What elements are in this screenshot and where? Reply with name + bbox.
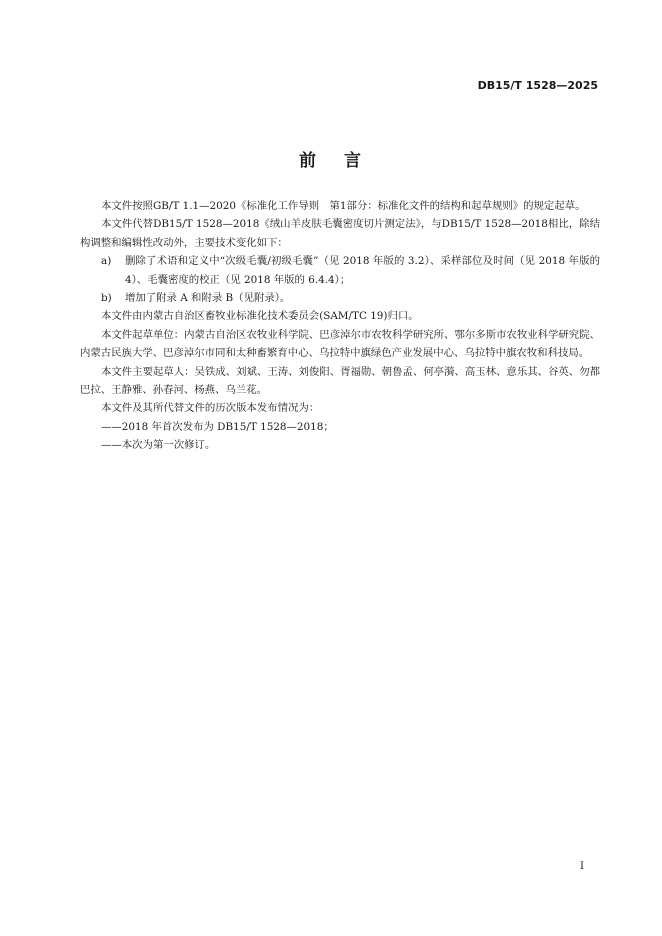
- list-item: [101, 252, 600, 289]
- page-number: I: [580, 861, 584, 872]
- paragraph-drafters: 本文件主要起草人：吴铁成、刘斌、王涛、刘俊阳、胥福勋、朝鲁孟、何亭漪、高玉林、意乐其、谷英、勿都巴拉、王静雅、孙春河、杨燕、乌兰花。: [80, 365, 600, 397]
- paragraph-committee: 本文件由内蒙古自治区畜牧业标准化技术委员会(SAM/TC 19)归口。: [101, 310, 419, 323]
- foreword-body: [80, 197, 600, 455]
- paragraph-drafting-units: 本文件起草单位：内蒙古自治区农牧业科学院、巴彦淖尔市农牧科学研究所、鄂尔多斯市农牧业科学研究院、内蒙古民族大学、巴彦淖尔市同和太种畜繁育中心、乌拉特中旗绿色产业发展中心、乌拉特中旗农牧和科技局。: [80, 328, 600, 360]
- title-char-2: 言: [344, 151, 363, 171]
- list-marker: b): [101, 292, 112, 305]
- paragraph-drafting-basis: 本文件按照GB/T 1.1—2020《标准化工作导则 第1部分：标准化文件的结构和起草规则》的规定起草。: [101, 200, 586, 212]
- paragraph-replacement: 本文件代替DB15/T 1528—2018《绒山羊皮肤毛囊密度切片测定法》，与DB15/T 1528—2018相比，除结构调整和编辑性改动外，主要技术变化如下：: [80, 218, 600, 249]
- list-item-text: 增加了附录 A 和附录 B（见附录）。: [125, 292, 291, 305]
- list-item-text: 删除了术语和定义中“次级毛囊/初级毛囊”（见 2018 年版的 3.2）、采样部位及时间（见 2018 年版的 4）、毛囊密度的校正（见 2018 年版的 6.4.4）；: [125, 255, 600, 286]
- page-title: [0, 146, 662, 171]
- paragraph-history-intro: 本文件及其所代替文件的历次版本发布情况为：: [101, 402, 320, 415]
- history-item: ——本次为第一次修订。: [101, 439, 216, 452]
- title-char-1: 前: [299, 151, 318, 171]
- history-item: ——2018 年首次发布为 DB15/T 1528—2018；: [101, 420, 334, 433]
- list-item: [101, 289, 600, 307]
- list-marker: a): [101, 255, 112, 268]
- document-code: DB15/T 1528—2025: [477, 79, 598, 92]
